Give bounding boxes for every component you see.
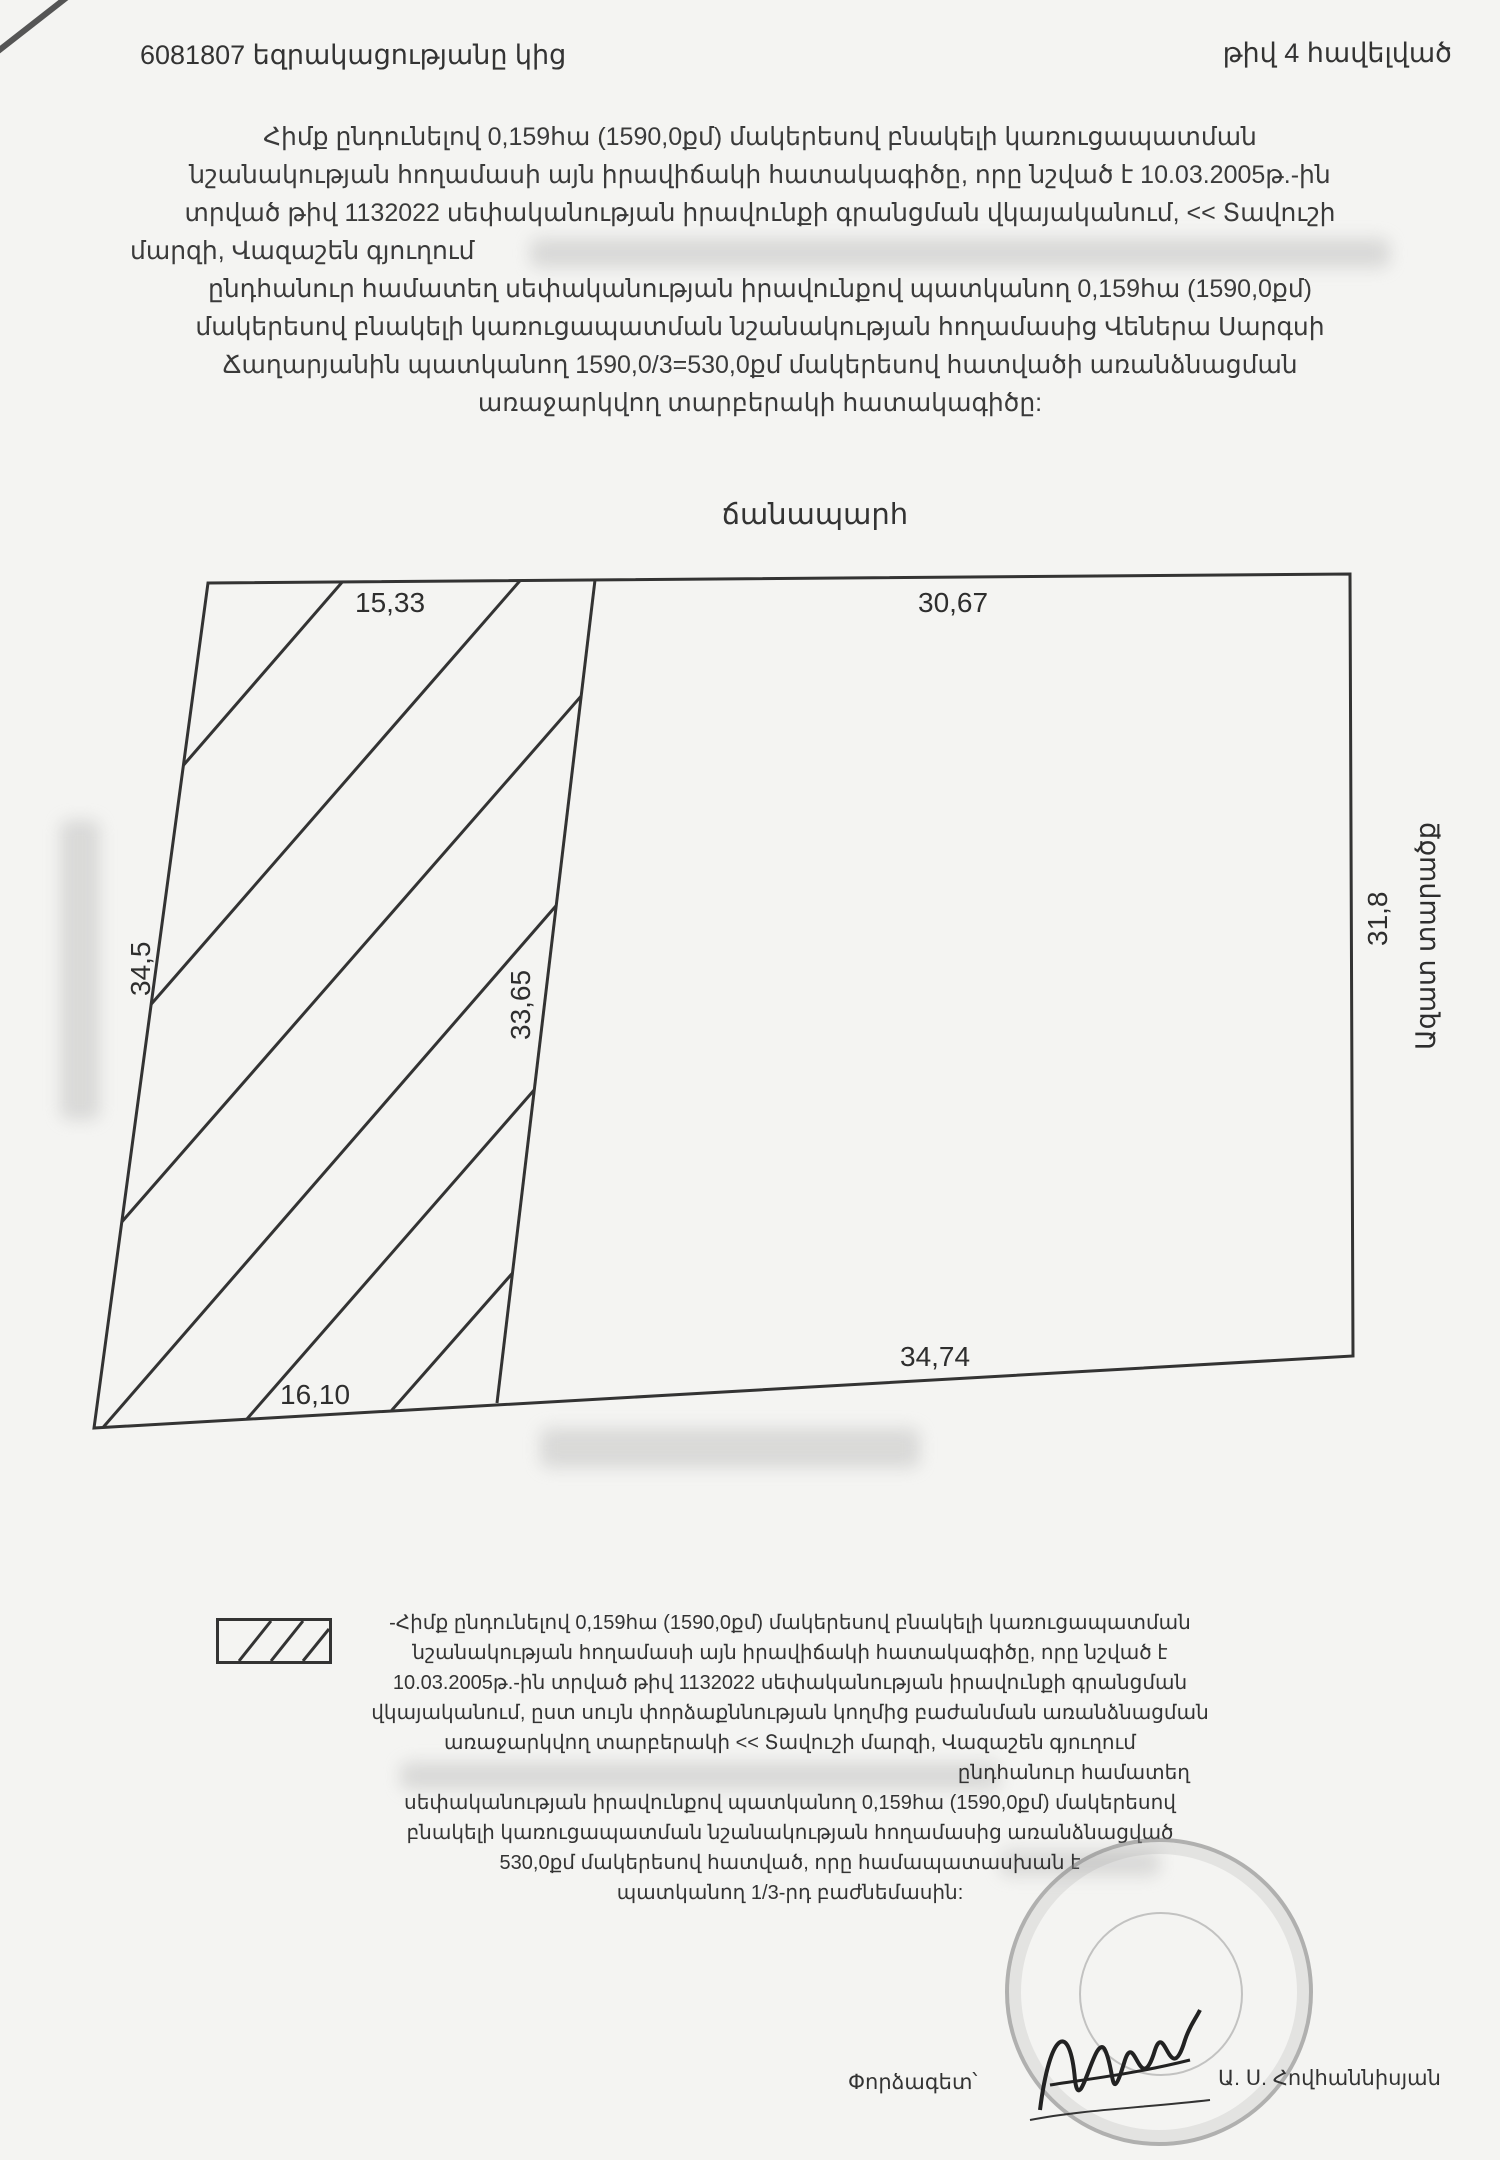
dim-left: 34,5 [125,941,156,996]
legend-line: -Հիմք ընդունելով 0,159հա (1590,0քմ) մակերեսով բնակելի կառուցապատման [389,1612,1191,1634]
legend-line: պատկանող 1/3-րդ բաժնեմասին: [616,1882,964,1904]
legend-line: 10.03.2005թ.-ին տրված թիվ 1132022 սեփականության իրավունքի գրանցման [392,1672,1188,1694]
intro-line: մարզի, Վազաշեն գյուղում [130,237,475,265]
legend-line: 530,0քմ մակերեսով հատված, որը համապատասխան է [499,1852,1081,1874]
handwritten-signature [1020,1990,1220,2140]
legend-line: ընդհանուր համատեղ [957,1762,1190,1784]
intro-line: առաջարկվող տարբերակի հատակագիծը: [477,389,1043,417]
dim-bottom-left: 16,10 [280,1379,351,1410]
legend-hatch-sample [216,1618,332,1664]
dim-middle: 33,65 [505,969,536,1040]
attachment-number: թիվ 4 հավելված [1222,38,1452,68]
conclusion-reference: 6081807 եզրակացությանը կից [140,40,567,70]
signer-role: Փորձագետ՝ [848,2071,978,2094]
dim-top-left: 15,33 [355,587,426,618]
intro-line: Հիմք ընդունելով 0,159հա (1590,0քմ) մակերեսով բնակելի կառուցապատման [263,123,1257,151]
legend-line: վկայականում, ըստ սույն փորձաքննության կողմից բաժանման առանձնացման [371,1702,1209,1724]
intro-line: տրված թիվ 1132022 սեփականության իրավունքի գրանցման վկայականում, << Տավուշի [184,199,1336,227]
intro-line: Ճաղարյանին պատկանող 1590,0/3=530,0քմ մակերեսով հատվածի առանձնացման [222,351,1298,379]
hatch-sample-icon [219,1621,329,1661]
legend-line: բնակելի կառուցապատման նշանակության հողամասից առանձնացված [406,1822,1174,1844]
legend-line: նշանակության հողամասի այն իրավիճակի հատակագիծը, որը նշված է [412,1642,1168,1664]
road-label: ճանապարհ [721,499,909,531]
dim-right: 31,8 [1362,891,1393,946]
intro-line: մակերեսով բնակելի կառուցապատման նշանակության հողամասից Վեներա Սարգսի [195,313,1325,341]
intro-line: ընդհանուր համատեղ սեփականության իրավունքով պատկանող 0,159հա (1590,0քմ) [207,275,1312,303]
parcel-outline [94,574,1353,1428]
dim-top-right: 30,67 [918,587,989,618]
intro-line: նշանակության հողամասի այն իրավիճակի հատակագիծը, որը նշված է 10.03.2005թ.-ին [189,161,1331,189]
legend-line: սեփականության իրավունքով պատկանող 0,159հա (1590,0քմ) մակերեսով [404,1792,1176,1814]
legend-line: առաջարկվող տարբերակի << Տավուշի մարզի, Վազաշեն գյուղում [444,1732,1136,1754]
signer-name: Ա. Ս. Հովհաննիսյան [1218,2067,1441,2090]
free-area-label: Ազատ տարածք [1411,822,1441,1050]
dim-bottom-right: 34,74 [900,1341,971,1372]
